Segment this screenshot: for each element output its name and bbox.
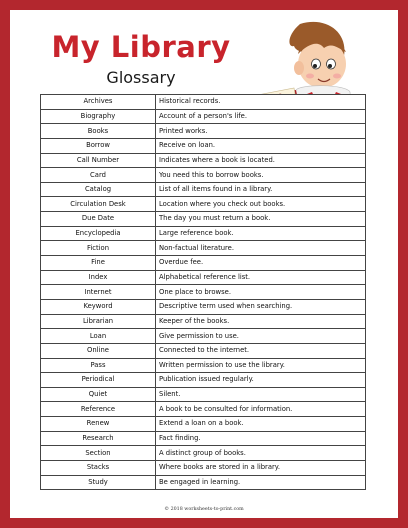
glossary-definition: Receive on loan.: [156, 138, 366, 153]
glossary-row: [41, 475, 366, 490]
glossary-term: Internet: [41, 285, 156, 300]
glossary-term: Reference: [41, 402, 156, 417]
glossary-term: Due Date: [41, 212, 156, 227]
glossary-definition: Printed works.: [156, 124, 366, 139]
page-subtitle: Glossary: [106, 68, 176, 87]
glossary-row: [41, 153, 366, 168]
glossary-definition: Historical records.: [156, 95, 366, 110]
glossary-definition: Keeper of the books.: [156, 314, 366, 329]
glossary-term: Stacks: [41, 461, 156, 476]
glossary-definition: Indicates where a book is located.: [156, 153, 366, 168]
glossary-definition: Connected to the internet.: [156, 343, 366, 358]
glossary-definition: Large reference book.: [156, 226, 366, 241]
copyright-footer: © 2018 worksheets-to-print.com: [164, 507, 244, 512]
glossary-row: [41, 446, 366, 461]
glossary-definition: Fact finding.: [156, 431, 366, 446]
glossary-definition: A distinct group of books.: [156, 446, 366, 461]
page-title: My Library: [51, 30, 231, 64]
glossary-definition: Give permission to use.: [156, 329, 366, 344]
glossary-definition: Descriptive term used when searching.: [156, 299, 366, 314]
glossary-row: [41, 285, 366, 300]
worksheet-page: [10, 10, 398, 518]
glossary-definition: Extend a loan on a book.: [156, 417, 366, 432]
glossary-row: [41, 314, 366, 329]
glossary-row: [41, 387, 366, 402]
glossary-definition: List of all items found in a library.: [156, 182, 366, 197]
glossary-row: [41, 95, 366, 110]
glossary-row: [41, 299, 366, 314]
glossary-row: [41, 109, 366, 124]
glossary-definition: One place to browse.: [156, 285, 366, 300]
glossary-row: [41, 168, 366, 183]
glossary-row: [41, 124, 366, 139]
glossary-definition: Where books are stored in a library.: [156, 461, 366, 476]
glossary-row: [41, 270, 366, 285]
glossary-row: [41, 373, 366, 388]
glossary-row: [41, 138, 366, 153]
glossary-term: Loan: [41, 329, 156, 344]
glossary-term: Section: [41, 446, 156, 461]
glossary-row: [41, 343, 366, 358]
glossary-term: Catalog: [41, 182, 156, 197]
glossary-term: Fine: [41, 256, 156, 271]
glossary-definition: A book to be consulted for information.: [156, 402, 366, 417]
glossary-row: [41, 182, 366, 197]
glossary-term: Pass: [41, 358, 156, 373]
glossary-term: Periodical: [41, 373, 156, 388]
glossary-row: [41, 256, 366, 271]
glossary-term: Keyword: [41, 299, 156, 314]
glossary-term: Research: [41, 431, 156, 446]
glossary-definition: Silent.: [156, 387, 366, 402]
glossary-term: Study: [41, 475, 156, 490]
glossary-term: Encyclopedia: [41, 226, 156, 241]
glossary-row: [41, 431, 366, 446]
glossary-term: Call Number: [41, 153, 156, 168]
glossary-definition: The day you must return a book.: [156, 212, 366, 227]
glossary-row: [41, 212, 366, 227]
glossary-row: [41, 226, 366, 241]
glossary-row: [41, 358, 366, 373]
glossary-row: [41, 197, 366, 212]
glossary-term: Fiction: [41, 241, 156, 256]
glossary-term: Borrow: [41, 138, 156, 153]
glossary-row: [41, 241, 366, 256]
glossary-term: Quiet: [41, 387, 156, 402]
glossary-term: Books: [41, 124, 156, 139]
glossary-definition: Non-factual literature.: [156, 241, 366, 256]
glossary-term: Card: [41, 168, 156, 183]
glossary-term: Index: [41, 270, 156, 285]
glossary-term: Online: [41, 343, 156, 358]
glossary-definition: Account of a person's life.: [156, 109, 366, 124]
glossary-row: [41, 461, 366, 476]
glossary-definition: You need this to borrow books.: [156, 168, 366, 183]
glossary-term: Biography: [41, 109, 156, 124]
glossary-definition: Publication issued regularly.: [156, 373, 366, 388]
glossary-term: Circulation Desk: [41, 197, 156, 212]
glossary-definition: Written permission to use the library.: [156, 358, 366, 373]
glossary-row: [41, 417, 366, 432]
boy-ear: [294, 61, 304, 75]
glossary-definition: Be engaged in learning.: [156, 475, 366, 490]
glossary-term: Archives: [41, 95, 156, 110]
glossary-table: [40, 94, 366, 490]
glossary-definition: Location where you check out books.: [156, 197, 366, 212]
glossary-row: [41, 402, 366, 417]
glossary-definition: Alphabetical reference list.: [156, 270, 366, 285]
glossary-definition: Overdue fee.: [156, 256, 366, 271]
glossary-term: Renew: [41, 417, 156, 432]
glossary-row: [41, 329, 366, 344]
glossary-term: Librarian: [41, 314, 156, 329]
